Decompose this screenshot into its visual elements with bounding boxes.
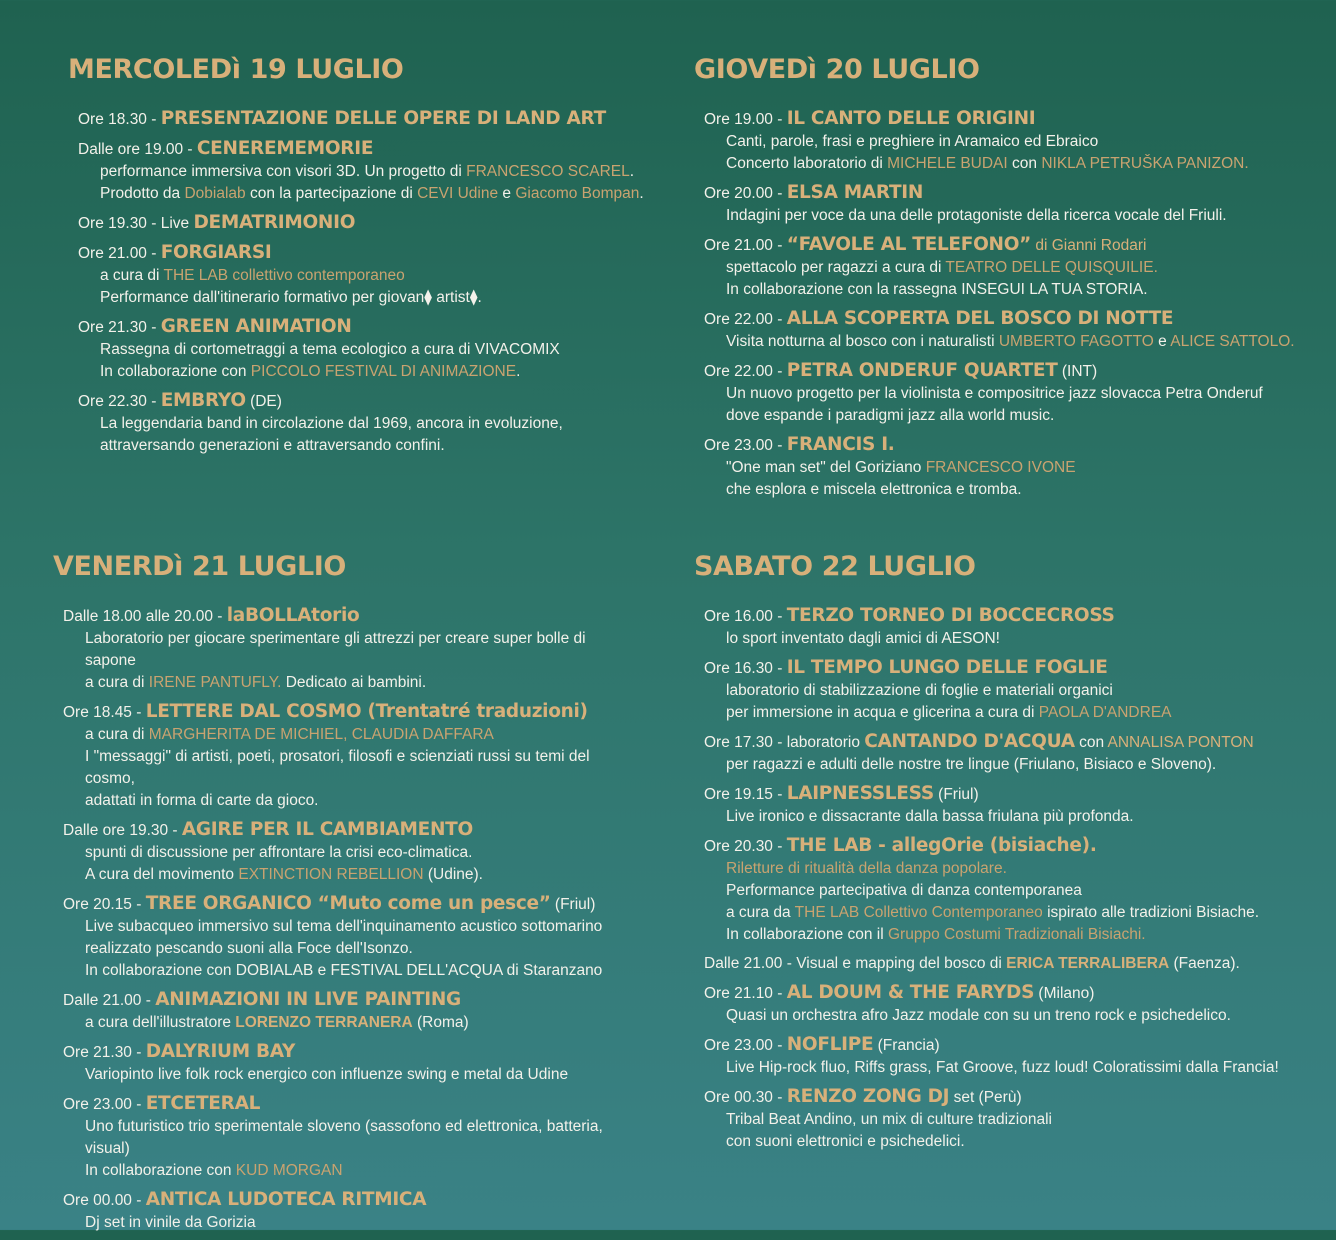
day-title: MERCOLEDì 19 LUGLIO (68, 54, 404, 85)
event-title: ANTICA LUDOTECA RITMICA (145, 1189, 427, 1210)
description-text: Live ironico e dissacrante dalla bassa friulana più profonda. (726, 808, 1134, 825)
description-text: . (629, 163, 635, 180)
event-time: Ore 17.30 - laboratorio (704, 734, 865, 751)
event-time: Ore 19.30 - Live (78, 215, 194, 232)
description-text: Live Hip-rock fluo, Riffs grass, Fat Groove, fuzz loud! Coloratissimi dalla Francia! (726, 1059, 1279, 1076)
event-heading (63, 1040, 673, 1064)
event-title: PRESENTAZIONE DELLE OPERE DI LAND ART (160, 108, 606, 129)
description-text: Performance dall'itinerario formativo per giovan⧫ artist⧫. (100, 289, 482, 306)
event-title: CANTANDO D'ACQUA (864, 731, 1075, 752)
event-time: Ore 20.15 - (63, 896, 146, 913)
event-time: Ore 21.10 - (704, 985, 787, 1002)
event-heading (78, 211, 678, 235)
event-heading (704, 1033, 1329, 1057)
event-item (53, 604, 673, 694)
description-text: lo sport inventato dagli amici di AESON! (726, 630, 1000, 647)
description-text: a cura dell'illustratore (85, 1014, 236, 1031)
event-description-line (704, 153, 1324, 175)
event-description-line (63, 842, 673, 864)
day-title: SABATO 22 LUGLIO (694, 551, 976, 582)
event-time: Ore 23.00 - (704, 1037, 787, 1054)
event-item (53, 1188, 673, 1234)
event-suffix: (Francia) (873, 1037, 940, 1054)
event-time: Ore 00.00 - (63, 1192, 146, 1209)
highlighted-name: TEATRO DELLE QUISQUILIE. (945, 259, 1158, 276)
event-heading (704, 233, 1324, 257)
highlighted-name: ALICE SATTOLO. (1170, 333, 1295, 350)
description-text: performance immersiva con visori 3D. Un progetto di (100, 163, 467, 180)
event-description-line (704, 806, 1329, 828)
event-artist: ERICA TERRALIBERA (1006, 955, 1170, 972)
event-item (694, 782, 1329, 828)
event-item (53, 1092, 673, 1182)
event-time: Ore 22.30 - (78, 393, 161, 410)
event-description-line (704, 1109, 1329, 1131)
highlighted-name: UMBERTO FAGOTTO (998, 333, 1154, 350)
event-description-line (704, 902, 1329, 924)
description-text: Indagini per voce da una delle protagoniste della ricerca vocale del Friuli. (726, 207, 1227, 224)
highlighted-name: Dobialab (184, 185, 246, 202)
event-item (68, 107, 678, 131)
description-text: visual) (85, 1140, 130, 1157)
event-description-line (78, 287, 678, 309)
event-heading (78, 241, 678, 265)
event-title: ANIMAZIONI IN LIVE PAINTING (155, 989, 461, 1010)
description-text: dove espande i paradigmi jazz alla world music. (726, 407, 1055, 424)
event-description-line (704, 1057, 1329, 1079)
highlighted-name: PAOLA D'ANDREA (1038, 704, 1172, 721)
description-text: In collaborazione con DOBIALAB e FESTIVAL DELL'ACQUA di Staranzano (85, 962, 603, 979)
event-description-line (704, 1131, 1329, 1153)
event-title: EMBRYO (160, 390, 246, 411)
event-description-line (704, 880, 1329, 902)
event-heading (704, 1085, 1329, 1109)
description-text: La leggendaria band in circolazione dal 1969, ancora in evoluzione, (100, 415, 563, 432)
event-title: DEMATRIMONIO (193, 212, 356, 233)
event-description-line (78, 161, 678, 183)
description-text: e (1153, 333, 1171, 350)
event-time: Ore 19.15 - (704, 786, 787, 803)
event-time: Dalle ore 19.30 - (63, 822, 182, 839)
event-description-line (63, 916, 673, 938)
event-description-line (704, 1005, 1329, 1027)
event-suffix: con (1074, 734, 1108, 751)
event-heading (78, 315, 678, 339)
day-title: VENERDì 21 LUGLIO (53, 551, 346, 582)
event-description-line (63, 672, 673, 694)
highlighted-name: CEVI Udine (417, 185, 499, 202)
event-time: Ore 23.00 - (63, 1096, 146, 1113)
highlighted-name: PICCOLO FESTIVAL DI ANIMAZIONE (250, 363, 517, 380)
event-item (53, 1040, 673, 1086)
event-time: Ore 21.00 - (78, 245, 161, 262)
event-item (53, 700, 673, 812)
event-description-line (63, 938, 673, 960)
event-suffix: (Milano) (1034, 985, 1095, 1002)
event-item (68, 241, 678, 309)
event-title: AL DOUM & THE FARYDS (786, 982, 1035, 1003)
highlighted-name: KUD MORGAN (235, 1162, 343, 1179)
description-text: . (516, 363, 521, 380)
highlighted-name: Gruppo Costumi Tradizionali Bisiachi. (888, 926, 1146, 943)
event-time: Dalle ore 19.00 - (78, 141, 197, 158)
description-text: Variopinto live folk rock energico con influenze swing e metal da Udine (85, 1066, 569, 1083)
event-heading (63, 988, 673, 1012)
description-text: che esplora e miscela elettronica e tromba. (726, 481, 1022, 498)
event-description-line (63, 1012, 673, 1034)
event-description-line (63, 628, 673, 650)
event-description-line (63, 864, 673, 886)
event-description-line (78, 413, 678, 435)
event-item (68, 389, 678, 457)
event-credit: di Gianni Rodari (1031, 237, 1147, 254)
description-text: In collaborazione con (85, 1162, 236, 1179)
event-description-line (63, 1116, 673, 1138)
event-description-line (63, 960, 673, 982)
event-description-line (78, 339, 678, 361)
event-description-line (704, 858, 1329, 880)
description-text: a cura di (85, 674, 149, 691)
event-heading (78, 389, 678, 413)
event-time: Dalle 21.00 - Visual e mapping del bosco di (704, 955, 1007, 972)
event-title: “FAVOLE AL TELEFONO” (786, 234, 1032, 255)
description-text: A cura del movimento (85, 866, 239, 883)
description-text: In collaborazione con il (726, 926, 888, 943)
event-description-line (63, 1064, 673, 1086)
event-item (694, 359, 1324, 427)
event-item (694, 233, 1324, 301)
description-text: Un nuovo progetto per la violinista e compositrice jazz slovacca Petra Onderuf (726, 385, 1263, 402)
highlighted-name: FRANCESCO SCAREL (466, 163, 630, 180)
event-heading (704, 730, 1329, 754)
description-text: Tribal Beat Andino, un mix di culture tradizionali (726, 1111, 1052, 1128)
event-time: Ore 16.00 - (704, 608, 787, 625)
description-text: Rassegna di cortometraggi a tema ecologico a cura di VIVACOMIX (100, 341, 560, 358)
description-text: con la partecipazione di (245, 185, 418, 202)
event-description-line (78, 435, 678, 457)
event-description-line (78, 361, 678, 383)
event-time: Ore 22.00 - (704, 363, 787, 380)
description-text: In collaborazione con (100, 363, 251, 380)
event-description-line (704, 702, 1329, 724)
event-description-line (63, 724, 673, 746)
highlighted-name: LORENZO TERRANERA (235, 1014, 413, 1031)
description-text: I "messaggi" di artisti, poeti, prosatori, filosofi e scienziati russi su temi del (85, 748, 590, 765)
highlighted-name: MARGHERITA DE MICHIEL, CLAUDIA DAFFARA (148, 726, 494, 743)
event-heading (63, 1092, 673, 1116)
event-heading (704, 834, 1329, 858)
highlighted-name: THE LAB collettivo contemporaneo (163, 267, 405, 284)
event-time: Ore 20.30 - (704, 838, 787, 855)
event-item (68, 137, 678, 205)
event-title: TREE ORGANICO “Muto come un pesce” (145, 893, 551, 914)
highlighted-name: IRENE PANTUFLY. (148, 674, 282, 691)
event-description-line (78, 265, 678, 287)
description-text: Performance partecipativa di danza contemporanea (726, 882, 1082, 899)
event-title: PETRA ONDERUF QUARTET (786, 360, 1058, 381)
event-description-line (704, 257, 1324, 279)
event-title: LAIPNESSLESS (786, 783, 934, 804)
event-description-line (63, 1212, 673, 1234)
description-text: (Roma) (412, 1014, 469, 1031)
event-suffix: (Faenza). (1169, 955, 1240, 972)
description-text: adattati in forma di carte da gioco. (85, 792, 319, 809)
description-text: spettacolo per ragazzi a cura di (726, 259, 946, 276)
event-time: Ore 18.30 - (78, 111, 161, 128)
highlighted-name: Riletture di ritualità della danza popolare. (726, 860, 1007, 877)
event-time: Ore 23.00 - (704, 437, 787, 454)
day-column-wednesday (68, 54, 678, 463)
description-text: Concerto laboratorio di (726, 155, 888, 172)
event-time: Ore 21.30 - (78, 319, 161, 336)
event-heading (704, 656, 1329, 680)
event-heading (704, 952, 1329, 975)
event-item (694, 604, 1329, 650)
event-heading (704, 981, 1329, 1005)
description-text: Laboratorio per giocare sperimentare gli attrezzi per creare super bolle di (85, 630, 586, 647)
description-text: Dedicato ai bambini. (281, 674, 427, 691)
event-description-line (704, 479, 1324, 501)
event-description-line (704, 131, 1324, 153)
event-title: FORGIARSI (160, 242, 272, 263)
event-title: ETCETERAL (145, 1093, 261, 1114)
description-text: Live subacqueo immersivo sul tema dell'inquinamento acustico sottomarino (85, 918, 603, 935)
description-text: . (639, 185, 644, 202)
description-text: realizzato pescando suoni alla Foce dell'Isonzo. (85, 940, 413, 957)
description-text: con (1007, 155, 1042, 172)
event-title: LETTERE DAL COSMO (Trentatré traduzioni) (145, 701, 588, 722)
description-text: e (498, 185, 516, 202)
highlighted-name: THE LAB Collettivo Contemporaneo (794, 904, 1043, 921)
event-time: Ore 21.30 - (63, 1044, 146, 1061)
event-heading (704, 782, 1329, 806)
event-suffix: (Friul) (550, 896, 596, 913)
event-description-line (63, 746, 673, 768)
description-text: Dj set in vinile da Gorizia (85, 1214, 256, 1231)
event-heading (704, 181, 1324, 205)
event-time: Ore 21.00 - (704, 237, 787, 254)
event-title: TERZO TORNEO DI BOCCECROSS (786, 605, 1115, 626)
event-description-line (78, 183, 678, 205)
description-text: a cura di (85, 726, 149, 743)
event-item (53, 892, 673, 982)
event-time: Ore 16.30 - (704, 660, 787, 677)
description-text: Quasi un orchestra afro Jazz modale con su un treno rock e psichedelico. (726, 1007, 1231, 1024)
description-text: per immersione in acqua e glicerina a cura di (726, 704, 1039, 721)
event-description-line (704, 279, 1324, 301)
event-suffix: (DE) (245, 393, 282, 410)
event-description-line (704, 457, 1324, 479)
event-item (694, 107, 1324, 175)
event-description-line (704, 628, 1329, 650)
event-item (694, 181, 1324, 227)
event-heading (704, 433, 1324, 457)
description-text: laboratorio di stabilizzazione di foglie e materiali organici (726, 682, 1113, 699)
event-title: RENZO ZONG DJ (786, 1086, 950, 1107)
event-description-line (63, 768, 673, 790)
event-item (68, 211, 678, 235)
description-text: con suoni elettronici e psichedelici. (726, 1133, 965, 1150)
event-title: laBOLLAtorio (226, 605, 360, 626)
highlighted-name: FRANCESCO IVONE (925, 459, 1076, 476)
event-description-line (63, 1160, 673, 1182)
event-description-line (704, 331, 1324, 353)
day-title: GIOVEDì 20 LUGLIO (694, 54, 980, 85)
event-item (694, 1033, 1329, 1079)
event-time: Ore 19.00 - (704, 111, 787, 128)
event-description-line (63, 790, 673, 812)
highlighted-name: Giacomo Bompan (515, 185, 640, 202)
description-text: cosmo, (85, 770, 135, 787)
event-item (694, 656, 1329, 724)
description-text: In collaborazione con la rassegna INSEGUI LA TUA STORIA. (726, 281, 1148, 298)
event-heading (63, 700, 673, 724)
event-time: Ore 18.45 - (63, 704, 146, 721)
event-heading (704, 604, 1329, 628)
highlighted-name: NIKLA PETRUŠKA PANIZON. (1041, 155, 1249, 172)
event-heading (63, 818, 673, 842)
event-description-line (704, 383, 1324, 405)
event-item (53, 988, 673, 1034)
event-item (694, 981, 1329, 1027)
event-heading (78, 107, 678, 131)
description-text: a cura da (726, 904, 795, 921)
description-text: "One man set" del Goriziano (726, 459, 926, 476)
day-column-thursday (694, 54, 1324, 507)
event-title: ALLA SCOPERTA DEL BOSCO DI NOTTE (786, 308, 1174, 329)
event-heading (704, 307, 1324, 331)
highlighted-name: EXTINCTION REBELLION (238, 866, 424, 883)
event-description-line (63, 1138, 673, 1160)
description-text: (Udine). (423, 866, 483, 883)
event-title: THE LAB - allegOrie (bisiache). (786, 835, 1097, 856)
event-title: ELSA MARTIN (786, 182, 924, 203)
event-description-line (704, 405, 1324, 427)
event-title: IL CANTO DELLE ORIGINI (786, 108, 1036, 129)
description-text: spunti di discussione per affrontare la crisi eco-climatica. (85, 844, 473, 861)
event-heading (63, 604, 673, 628)
event-title: CENEREMEMORIE (196, 138, 374, 159)
day-column-saturday (694, 551, 1329, 1159)
description-text: Prodotto da (100, 185, 185, 202)
event-item (694, 730, 1329, 776)
event-title: AGIRE PER IL CAMBIAMENTO (181, 819, 473, 840)
event-heading (63, 1188, 673, 1212)
event-heading (704, 359, 1324, 383)
event-item (694, 834, 1329, 946)
event-time: Dalle 18.00 alle 20.00 - (63, 608, 227, 625)
highlighted-name: MICHELE BUDAI (887, 155, 1008, 172)
event-description-line (704, 924, 1329, 946)
event-time: Ore 00.30 - (704, 1089, 787, 1106)
description-text: a cura di (100, 267, 164, 284)
event-time: Ore 22.00 - (704, 311, 787, 328)
description-text: ispirato alle tradizioni Bisiache. (1042, 904, 1260, 921)
event-item (694, 307, 1324, 353)
description-text: sapone (85, 652, 136, 669)
event-title: GREEN ANIMATION (160, 316, 352, 337)
event-item (694, 1085, 1329, 1153)
description-text: Visita notturna al bosco con i naturalisti (726, 333, 999, 350)
day-column-friday (53, 551, 673, 1240)
description-text: attraversando generazioni e attraversando confini. (100, 437, 445, 454)
event-time: Dalle 21.00 - (63, 992, 156, 1009)
event-time: Ore 20.00 - (704, 185, 787, 202)
description-text: Uno futuristico trio sperimentale sloveno (sassofono ed elettronica, batteria, (85, 1118, 603, 1135)
event-item (53, 818, 673, 886)
event-description-line (704, 680, 1329, 702)
event-suffix: (INT) (1057, 363, 1098, 380)
event-heading (78, 137, 678, 161)
event-description-line (704, 754, 1329, 776)
event-credit: ANNALISA PONTON (1107, 734, 1254, 751)
event-title: IL TEMPO LUNGO DELLE FOGLIE (786, 657, 1108, 678)
event-title: DALYRIUM BAY (145, 1041, 296, 1062)
event-heading (63, 892, 673, 916)
event-title: NOFLIPE (786, 1034, 874, 1055)
event-description-line (63, 650, 673, 672)
event-suffix: (Friul) (933, 786, 979, 803)
description-text: Canti, parole, frasi e preghiere in Aramaico ed Ebraico (726, 133, 1099, 150)
event-description-line (704, 205, 1324, 227)
event-title: FRANCIS I. (786, 434, 895, 455)
event-item (694, 433, 1324, 501)
event-suffix: set (Perù) (949, 1089, 1022, 1106)
description-text: per ragazzi e adulti delle nostre tre lingue (Friulano, Bisiaco e Sloveno). (726, 756, 1217, 773)
event-item (68, 315, 678, 383)
event-heading (704, 107, 1324, 131)
event-item (694, 952, 1329, 975)
